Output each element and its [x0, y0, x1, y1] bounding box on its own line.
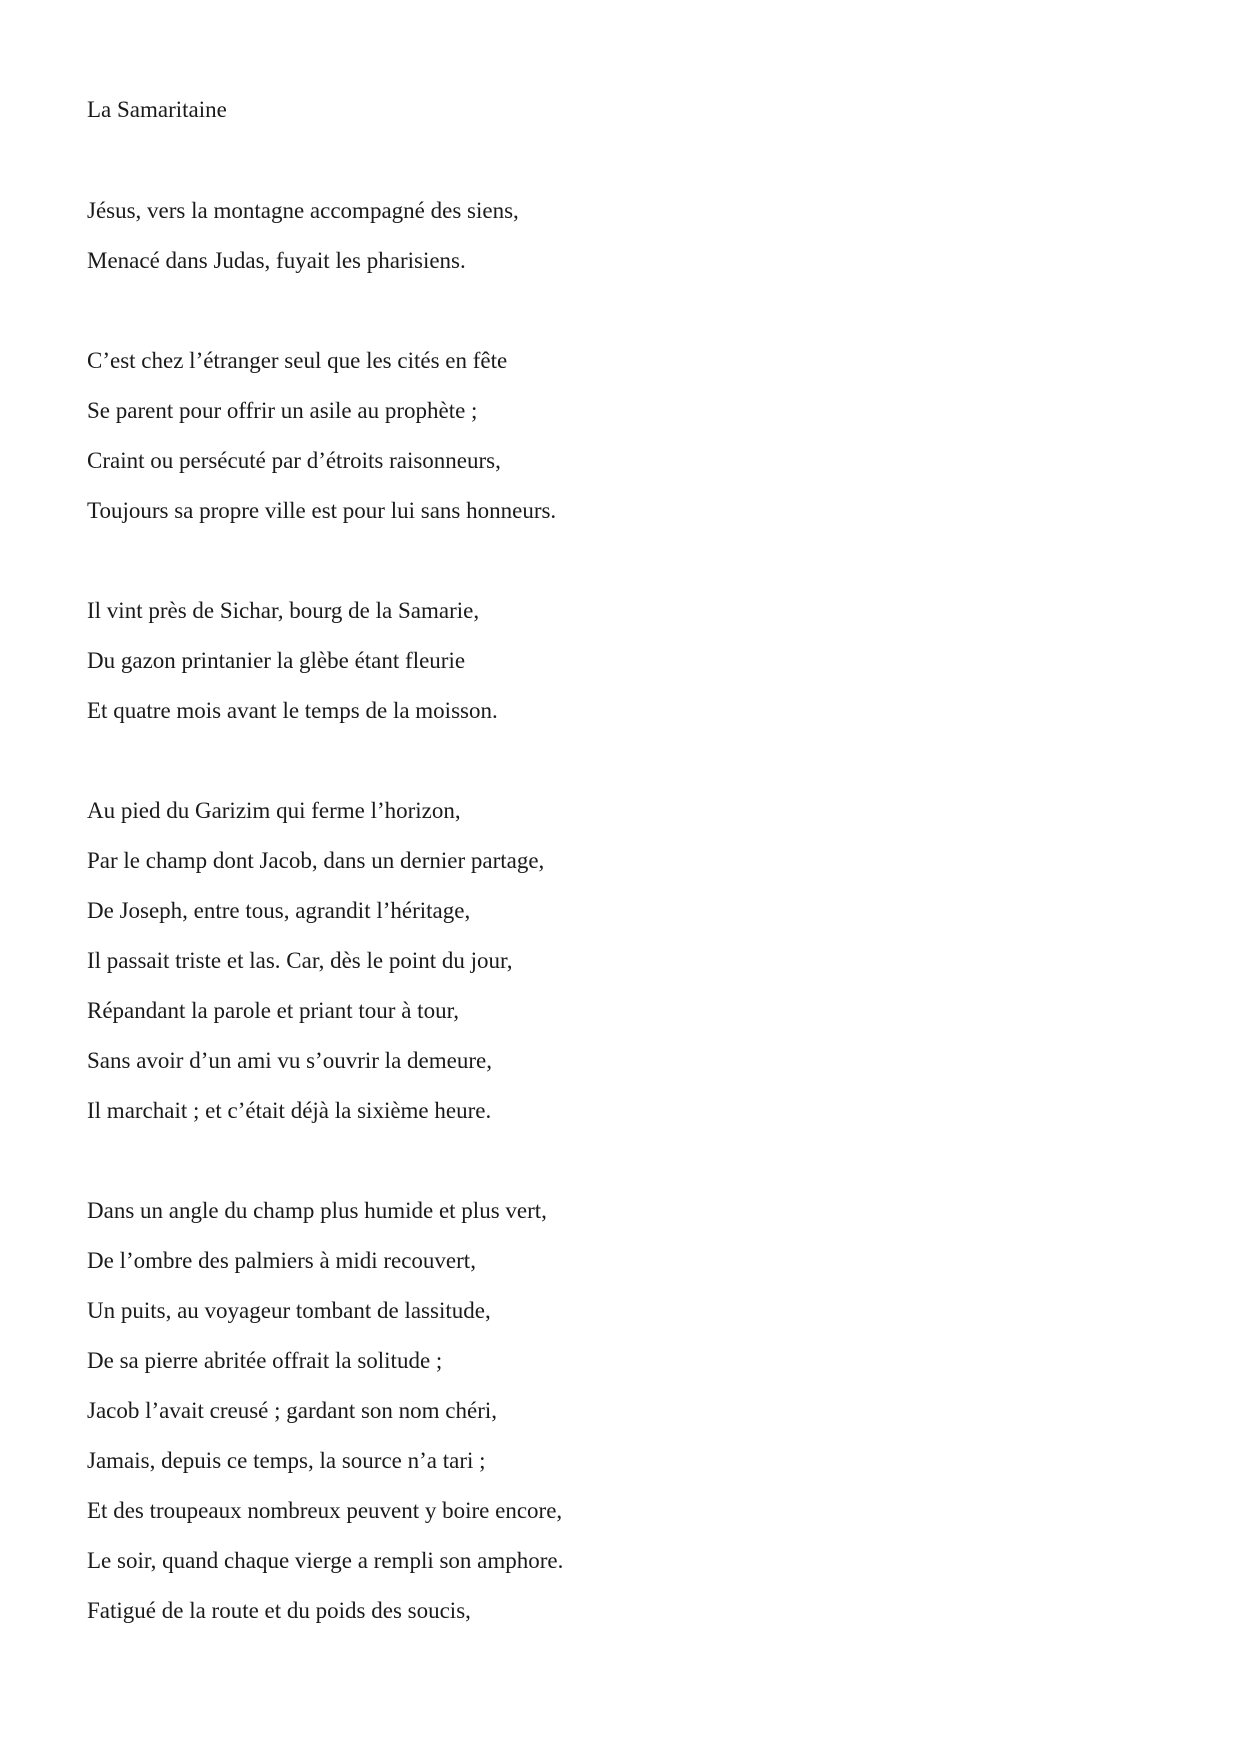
poem-line: Du gazon printanier la glèbe étant fleurie — [87, 648, 466, 673]
poem-line: Sans avoir d’un ami vu s’ouvrir la demeure, — [87, 1048, 492, 1073]
poem-line: Menacé dans Judas, fuyait les pharisiens. — [87, 248, 466, 273]
poem-line: Toujours sa propre ville est pour lui sans honneurs. — [87, 498, 557, 523]
poem-line: C’est chez l’étranger seul que les cités en fête — [87, 348, 508, 373]
poem-line: Au pied du Garizim qui ferme l’horizon, — [87, 798, 461, 823]
poem-line: Il passait triste et las. Car, dès le point du jour, — [87, 948, 513, 973]
poem-line: Et quatre mois avant le temps de la moisson. — [87, 698, 498, 723]
poem-line: Dans un angle du champ plus humide et plus vert, — [87, 1198, 547, 1223]
poem-line: Un puits, au voyageur tombant de lassitude, — [87, 1298, 491, 1323]
poem-line: Jamais, depuis ce temps, la source n’a tari ; — [87, 1448, 486, 1473]
poem-line: Et des troupeaux nombreux peuvent y boire encore, — [87, 1498, 563, 1523]
poem-line: Jacob l’avait creusé ; gardant son nom chéri, — [87, 1398, 498, 1423]
poem-line: Répandant la parole et priant tour à tour, — [87, 998, 460, 1023]
poem-line: Craint ou persécuté par d’étroits raisonneurs, — [87, 448, 501, 473]
poem-line: Il marchait ; et c’était déjà la sixième heure. — [87, 1098, 492, 1123]
poem-line: Fatigué de la route et du poids des soucis, — [87, 1598, 471, 1623]
poem-line: Par le champ dont Jacob, dans un dernier partage, — [87, 848, 545, 873]
poem-line: De l’ombre des palmiers à midi recouvert, — [87, 1248, 476, 1273]
poem-line: Se parent pour offrir un asile au prophète ; — [87, 398, 478, 423]
poem-line: De sa pierre abritée offrait la solitude ; — [87, 1348, 443, 1373]
poem-line: De Joseph, entre tous, agrandit l’héritage, — [87, 898, 471, 923]
poem-line: Jésus, vers la montagne accompagné des siens, — [87, 198, 519, 223]
poem-line: Il vint près de Sichar, bourg de la Samarie, — [87, 598, 480, 623]
poem-line: Le soir, quand chaque vierge a rempli son amphore. — [87, 1548, 564, 1573]
poem-title: La Samaritaine — [87, 97, 227, 122]
